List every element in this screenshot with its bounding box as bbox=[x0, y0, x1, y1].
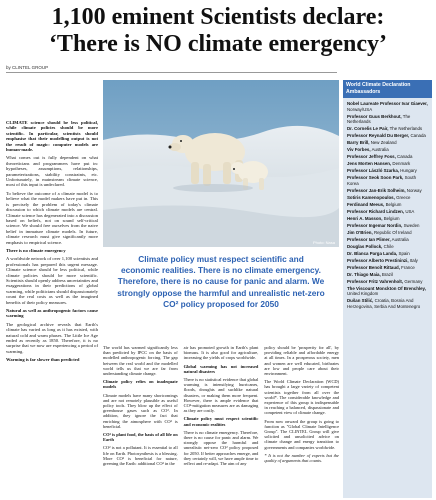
ambassador-entry bbox=[347, 188, 428, 194]
ambassador-country: Australia bbox=[371, 147, 389, 152]
ambassador-country: The Netherlands bbox=[389, 126, 423, 131]
callout-line: economic realities. There is no climate emergency. bbox=[121, 265, 321, 276]
ambassador-name: Professor Ingemar Nordin, bbox=[347, 222, 403, 228]
ambassador-name: Dr. Thiago Maia, bbox=[347, 271, 381, 277]
ambassador-entry bbox=[347, 168, 428, 174]
paragraph: From now onward the group is going to function as "Global Climate Intelligence Group". The CLINTEL Group will give solicited and unsolicited advice on climate change and energy transition to governments and companies worldwide. bbox=[264, 418, 340, 450]
ambassador-name: Professor Benoît Rittaud, bbox=[347, 264, 400, 270]
callout-line: CO² policy proposed for 2050 bbox=[163, 298, 279, 309]
ambassador-entry bbox=[347, 101, 428, 112]
ambassador-country: Brazil bbox=[381, 271, 393, 277]
ambassador-name: Barry Brill, bbox=[347, 140, 370, 145]
ambassador-name: Jens Morten Hansen, bbox=[347, 161, 392, 166]
paragraph: A worldwide network of over 1,100 scientists and professionals has prepared this urgent message. Climate science should be less political, while climate policies should be more scientific. Scientists should openly address uncertainties and exaggerations in their predictions of global warming, while politicians should dispassionately count the real costs as well as the imagined benefits of their policy measures. bbox=[6, 256, 98, 305]
headline-line-1: 1,100 eminent Scientists declare: bbox=[51, 4, 385, 30]
ambassador-entry bbox=[347, 298, 428, 309]
paragraph: What comes out is fully dependent on what theoreticians and programmers have put in: hypotheses, assumptions, relationships, parameterizations, stability constraints, etc. Unfortunately, in mainstream climate science, most of this input is undeclared. bbox=[6, 155, 98, 188]
ambassador-country: USA bbox=[405, 208, 415, 214]
ambassador-entry bbox=[347, 216, 428, 222]
ambassador-country: Canada bbox=[397, 154, 413, 159]
ambassador-country: Belgium bbox=[385, 201, 402, 207]
paragraph: CO² is not a pollutant. It is essential to all life on Earth. Photosynthesis is a blessing. More CO² is beneficial for nature, greening the Earth: additional CO² in the bbox=[103, 445, 178, 467]
ambassador-entry bbox=[347, 265, 428, 271]
ambassador-entry bbox=[347, 114, 428, 125]
ambassador-name: Henri A. Masson, bbox=[347, 215, 383, 221]
ambassador-entry bbox=[347, 161, 428, 167]
paragraph: The World Climate Declaration (WCD) has brought a large variety of competent scientists together from all over the world*. The considerable knowledge and experience of this group is indispensable in reaching a balanced, dispassionate and competent view of climate change. bbox=[264, 379, 340, 416]
paragraph: There is no statistical evidence that global warming is intensifying hurricanes, floods, droughts and suchlike natural disasters, or making them more frequent. However, there is ample evidence that CO²-mitigation measures are as damaging as they are costly. bbox=[183, 377, 259, 414]
ambassador-country: Chile bbox=[383, 243, 394, 249]
ambassador-name: Ferdinand Meeus, bbox=[347, 201, 385, 207]
ambassador-country: Canada bbox=[410, 133, 426, 138]
body-column-3 bbox=[264, 345, 339, 469]
ambassador-country: South Korea bbox=[347, 175, 417, 186]
ambassador-name: Dr. Blanca Parga Landa, bbox=[347, 250, 398, 256]
headline bbox=[0, 4, 436, 58]
ambassador-country: Greece bbox=[396, 194, 411, 200]
ambassador-country: Norway/USA bbox=[347, 106, 373, 112]
ambassador-country: Sweden bbox=[403, 222, 420, 228]
footnote: * It is not the number of experts but the quality of arguments that counts. bbox=[264, 452, 340, 464]
section-heading: CO² is plant food, the basis of all life on Earth bbox=[103, 432, 178, 443]
ambassador-entry bbox=[347, 126, 428, 132]
ambassador-entry bbox=[347, 223, 428, 229]
ambassador-entry bbox=[347, 133, 428, 139]
ambassador-entry bbox=[347, 258, 428, 264]
section-heading: There is no climate emergency bbox=[6, 247, 66, 253]
ambassador-name: Dr. Cornelis Le Pair, bbox=[347, 126, 389, 131]
ambassador-country: The Netherlands bbox=[347, 113, 411, 124]
ambassador-name: Viv Forbes, bbox=[347, 147, 371, 152]
ambassadors-sidebar bbox=[343, 80, 432, 498]
ambassador-country: Australia bbox=[391, 236, 409, 242]
ambassador-country: Spain bbox=[398, 250, 410, 256]
ambassador-name: Professor Ian Plimer, bbox=[347, 236, 391, 242]
ambassador-country: Hungary bbox=[400, 168, 417, 173]
ambassador-country: Germany bbox=[404, 278, 423, 284]
ambassador-entry bbox=[347, 140, 428, 146]
ambassador-name: The Viscount Monckton Of Brenchley, bbox=[347, 285, 426, 291]
ambassador-name: Professor Jan-Erik Solheim, bbox=[347, 187, 406, 193]
ambassador-name: Dušan Stilić, bbox=[347, 298, 374, 303]
ambassador-country: United Kingdom bbox=[347, 291, 379, 296]
ambassador-name: Professor Seok Soon Park, bbox=[347, 175, 404, 180]
body-column-1 bbox=[103, 345, 178, 469]
headline-line-2: ‘There is NO climate emergency’ bbox=[48, 31, 388, 57]
photo-credit: Photo: Nasa bbox=[312, 240, 335, 245]
ambassador-name: Sotiris Kamenopoulos, bbox=[347, 194, 395, 200]
ambassador-name: Professor Guus Berkhout, bbox=[347, 113, 402, 119]
byline: by CLINTEL GROUP bbox=[6, 65, 49, 70]
ambassador-name: Professor László Szarka, bbox=[347, 168, 399, 173]
ambassador-name: Professor Fritz Vahrenholt, bbox=[347, 278, 404, 284]
paragraph: To believe the outcome of a climate model is to believe what the model makers have put in. This is precisely the problem of today's climate discussion to which climate models are central. Climate science has degenerated into a discussion based on beliefs, not on sound self-critical science. We should free ourselves from the naive belief in immature climate models. In future, climate research must give significantly more emphasis to empirical science. bbox=[6, 190, 98, 245]
ambassador-entry bbox=[347, 195, 428, 201]
ambassador-entry bbox=[347, 209, 428, 215]
ambassador-entry bbox=[347, 279, 428, 285]
ambassador-country: Republic Of Ireland bbox=[373, 229, 412, 235]
paragraph: There is no climate emergency. Therefore, there is no cause for panic and alarm. We strongly oppose the harmful and unrealistic net-zero CO² policy proposed for 2050. If better approaches emerge, and they certainly will, we have ample time to reflect and re-adapt. The aim of any bbox=[183, 429, 259, 467]
callout-line: strongly oppose the harmful and unrealistic net-zero bbox=[117, 287, 325, 298]
ambassador-name: Professor Richard Lindzen, bbox=[347, 208, 405, 214]
article-body bbox=[103, 345, 339, 469]
left-column bbox=[6, 120, 98, 366]
paragraph: The geological archive reveals that Earth's climate has varied as long as it has existed, with natural cold and warm phases. The Little Ice Age ended as recently as 1850. Therefore, it is no surprise that we now are experiencing a period of warming. bbox=[6, 321, 98, 354]
lead-paragraph: CLIMATE science should be less political, while climate policies should be more scientific. In particular, scientists should emphasise that their modelling output is not the result of magic: computer models are human-made. bbox=[6, 120, 98, 153]
ambassador-entry bbox=[347, 272, 428, 278]
ambassador-entry bbox=[347, 286, 428, 297]
paragraph: Climate models have many shortcomings and are not remotely plausible as useful policy tools. They blow up the effect of greenhouse gases such as CO². In addition, they ignore the fact that enriching the atmosphere with CO² is beneficial. bbox=[103, 392, 178, 429]
callout-quote bbox=[103, 254, 339, 310]
callout-line: Climate policy must respect scientific and bbox=[138, 254, 304, 264]
ambassador-entry bbox=[347, 251, 428, 257]
ambassador-name: Professor Jeffrey Foss, bbox=[347, 154, 396, 159]
polar-bear-photo bbox=[103, 80, 339, 247]
ambassador-country: Croatia, Bosnia And Herzegovina, Serbia And Montenegro bbox=[347, 298, 421, 309]
section-heading: Climate policy relies on inadequate models bbox=[103, 379, 178, 390]
section-heading: Warming is far slower than predicted bbox=[6, 357, 80, 363]
body-column-2 bbox=[184, 345, 259, 469]
ambassador-entry bbox=[347, 175, 428, 186]
ambassador-list bbox=[343, 98, 432, 314]
ambassador-entry bbox=[347, 154, 428, 160]
polar-bear-illustration bbox=[103, 80, 339, 247]
section-heading: Natural as well as anthropogenic factors cause warming bbox=[6, 308, 98, 319]
ambassador-country: Italy bbox=[409, 257, 418, 263]
ambassador-entry bbox=[347, 147, 428, 153]
section-heading: Global warming has not increased natural disasters bbox=[183, 363, 259, 374]
ambassador-entry bbox=[347, 230, 428, 236]
ambassador-name: Professor Reynald Du Berger, bbox=[347, 133, 410, 138]
sidebar-title: World Climate Declaration Ambassadors bbox=[343, 80, 432, 98]
paragraph: air has promoted growth in Earth's plant biomass. It is also good for agriculture, increasing the yields of crops worldwide. bbox=[183, 345, 259, 361]
ambassador-country: Belgium bbox=[383, 215, 400, 221]
ambassador-entry bbox=[347, 237, 428, 243]
ambassador-name: Professor Alberto Prestininzi, bbox=[347, 257, 409, 263]
divider bbox=[6, 72, 337, 73]
ambassador-country: New Zealand bbox=[370, 140, 397, 145]
section-heading: Climate policy must respect scientific and economic realities bbox=[183, 416, 259, 427]
ambassador-country: Denmark bbox=[392, 161, 411, 166]
ambassador-name: Douglas Pollock, bbox=[347, 243, 383, 249]
ambassador-entry bbox=[347, 244, 428, 250]
paragraph: policy should be 'prosperity for all', by providing reliable and affordable energy at all times. In a prosperous society, men and women are well educated, birthrates are low and people care about their environment. bbox=[264, 345, 340, 377]
ambassador-entry bbox=[347, 202, 428, 208]
paragraph: The world has warmed significantly less than predicted by IPCC on the basis of modelled anthropogenic forcing. The gap between the real world and the modelled world tells us that we are far from understanding climate change. bbox=[103, 345, 178, 377]
ambassador-country: Norway bbox=[406, 187, 422, 193]
ambassador-name: Nobel Laureate Professor Ivar Giaever, bbox=[347, 101, 428, 106]
ambassador-name: Jim O'Brien, bbox=[347, 229, 373, 235]
callout-line: Therefore, there is no cause for panic and alarm. We bbox=[117, 276, 325, 287]
ambassador-country: France bbox=[401, 264, 415, 270]
